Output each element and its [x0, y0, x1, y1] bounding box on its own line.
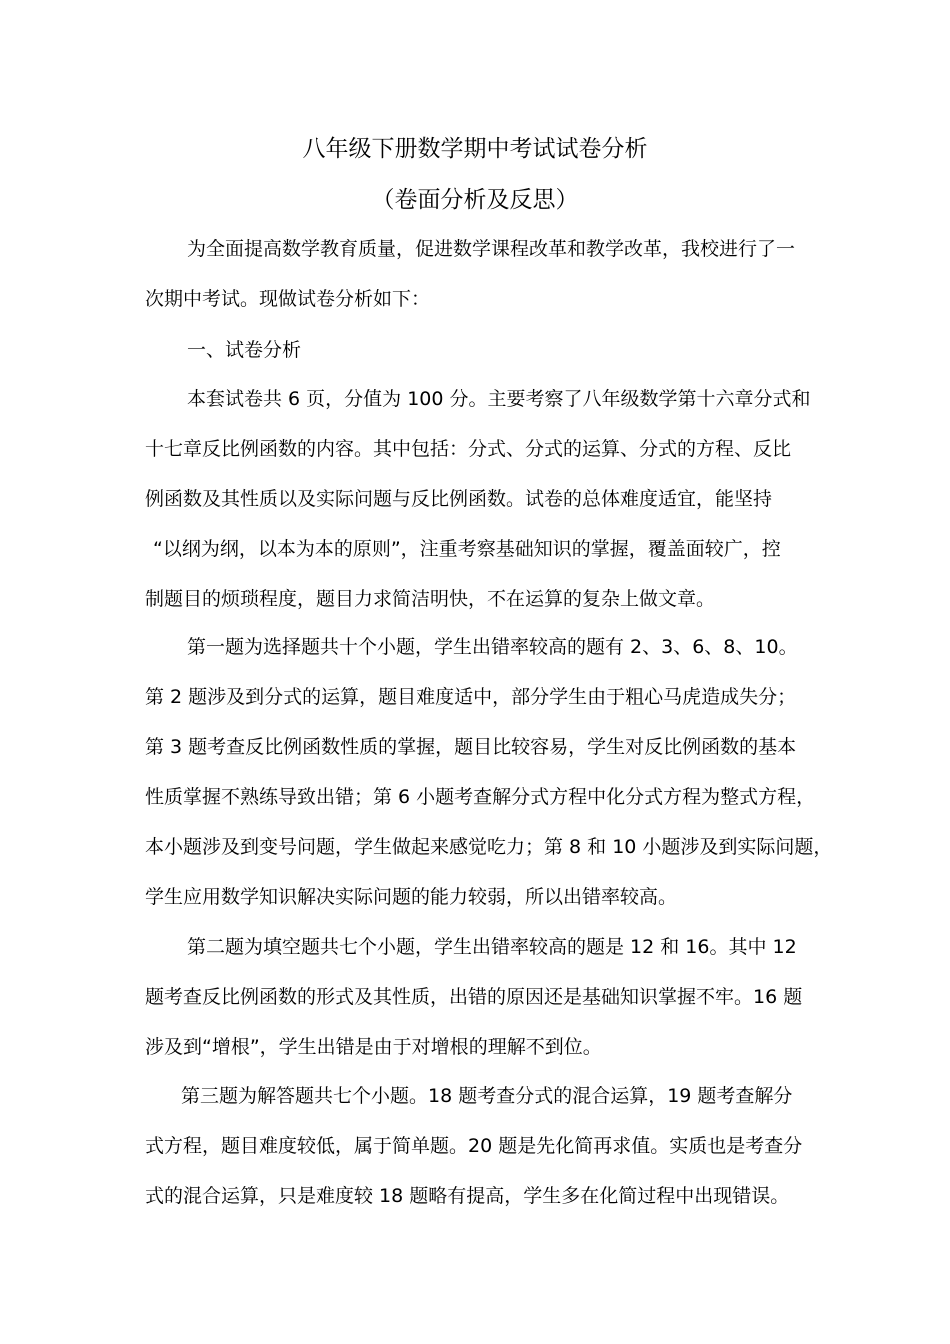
text-line: 题考查反比例函数的形式及其性质，出错的原因还是基础知识掌握不牢。16 题	[145, 986, 803, 1008]
text-line: 例函数及其性质以及实际问题与反比例函数。试卷的总体难度适宜，能坚持	[145, 488, 773, 510]
section-heading	[145, 325, 301, 375]
text-line: 学生应用数学知识解决实际问题的能力较弱，所以出错率较高。	[145, 886, 678, 908]
text-line: 性质掌握不熟练导致出错；第 6 小题考查解分式方程中化分式方程为整式方程，	[145, 786, 816, 808]
text-line: 第一题为选择题共十个小题，学生出错率较高的题有 2、3、6、8、10。	[187, 636, 798, 658]
section-heading-text: 一、试卷分析	[187, 339, 302, 361]
paragraph-choice-questions	[145, 622, 832, 922]
text-line: 本小题涉及到变号问题，学生做起来感觉吃力；第 8 和 10 小题涉及到实际问题，	[145, 836, 833, 858]
paragraph-fill-in-questions	[145, 922, 802, 1072]
text-line: 本套试卷共 6 页，分值为 100 分。主要考察了八年级数学第十六章分式和	[187, 388, 811, 410]
text-line: 式的混合运算，只是难度较 18 题略有提高，学生多在化简过程中出现错误。	[145, 1185, 790, 1207]
text-line: 式方程，题目难度较低，属于简单题。20 题是先化简再求值。实质也是考查分	[145, 1135, 803, 1157]
text-line: 第二题为填空题共七个小题，学生出错率较高的题是 12 和 16。其中 12	[187, 936, 797, 958]
text-line: 十七章反比例函数的内容。其中包括：分式、分式的运算、分式的方程、反比	[145, 438, 792, 460]
document-title: 八年级下册数学期中考试试卷分析	[302, 136, 648, 162]
paragraph-overview	[145, 374, 811, 624]
text-line: 制题目的烦琐程度，题目力求简洁明快，不在运算的复杂上做文章。	[145, 588, 716, 610]
text-line: 第 2 题涉及到分式的运算，题目难度适中，部分学生由于粗心马虎造成失分；	[145, 686, 797, 708]
paragraph-answer-questions	[145, 1071, 802, 1221]
text-line: 第 3 题考查反比例函数性质的掌握，题目比较容易，学生对反比例函数的基本	[145, 736, 797, 758]
text-line: 次期中考试。现做试卷分析如下：	[145, 288, 431, 310]
intro-paragraph	[145, 224, 795, 324]
text-line: 为全面提高数学教育质量，促进数学课程改革和教学改革，我校进行了一	[187, 238, 796, 260]
text-line: “以纲为纲，以本为本的原则”，注重考察基础知识的掌握，覆盖面较广，控	[153, 538, 781, 560]
text-line: 第三题为解答题共七个小题。18 题考查分式的混合运算，19 题考查解分	[181, 1085, 793, 1107]
document-subtitle: （卷面分析及反思）	[371, 187, 579, 213]
text-line: 涉及到“增根”，学生出错是由于对增根的理解不到位。	[145, 1036, 602, 1058]
